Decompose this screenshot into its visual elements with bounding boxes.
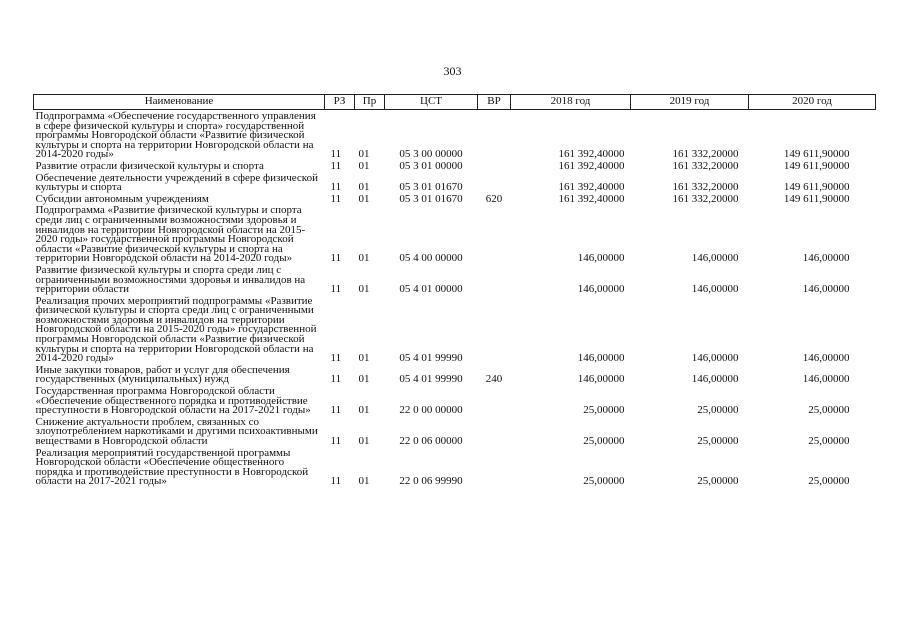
row-pr: 01 [358,435,370,447]
row-2018: 161 392,40000 [558,192,625,205]
row-pr: 01 [358,252,370,265]
row-name: Обеспечение деятельности учреждений в сфере физической культуры и спорта [35,171,318,194]
row-2019: 25,00000 [697,435,739,447]
row-2020: 146,00000 [802,252,850,265]
row-cst: 05 3 01 01670 [399,181,463,194]
row-2019: 161 332,20000 [672,148,739,161]
row-2018: 161 392,40000 [558,148,625,161]
row-2020: 149 611,90000 [783,192,850,205]
row-2019: 146,00000 [691,283,739,296]
row-2018: 161 392,40000 [558,159,625,172]
row-name: Подпрограмма «Обеспечение государственного управления в сфере физической культуры и спорта» государственной программы Новгородской области «Развитие физической культуры и спорта на территории Новгородской области на 2014-2020 годы» [35,110,316,161]
column-header-2019: 2019 год [631,95,749,110]
row-vr [478,204,511,264]
table-row [34,295,876,364]
row-pr: 01 [358,192,370,205]
row-2020: 25,00000 [808,404,850,417]
table-row [34,385,876,416]
row-2020: 149 611,90000 [783,148,850,161]
row-2020: 146,00000 [802,283,850,296]
row-cst: 22 0 06 00000 [399,435,463,447]
row-rz: 11 [330,435,342,447]
row-vr: 240 [485,373,503,386]
row-vr [478,385,511,416]
row-name: Иные закупки товаров, работ и услуг для обеспечения государственных (муниципальных) нужд [35,363,290,386]
table-row [34,204,876,264]
row-2018: 25,00000 [583,475,625,488]
row-cst: 05 3 01 01670 [399,192,463,205]
row-2019: 161 332,20000 [672,192,739,205]
row-name: Субсидии автономным учреждениям [35,192,209,205]
row-vr [478,295,511,364]
row-cst: 05 4 00 00000 [399,252,463,265]
row-rz: 11 [330,181,342,194]
table-row [34,172,876,193]
row-2018: 161 392,40000 [558,181,625,194]
row-2018: 146,00000 [577,252,625,265]
row-rz: 11 [330,404,342,417]
row-cst: 05 3 00 00000 [399,148,463,161]
row-rz: 11 [330,283,342,296]
row-pr: 01 [358,159,370,172]
row-2020: 149 611,90000 [783,159,850,172]
row-vr [478,264,511,295]
row-vr [478,416,511,447]
row-2020: 25,00000 [808,475,850,488]
row-rz: 11 [330,192,342,205]
row-rz: 11 [330,148,342,161]
column-header-cst: ЦСТ [385,95,478,110]
table-row [34,364,876,385]
row-vr [478,447,511,487]
row-2019: 161 332,20000 [672,181,739,194]
row-rz: 11 [330,159,342,172]
row-2020: 146,00000 [802,352,850,365]
row-cst: 05 4 01 99990 [399,373,463,386]
row-2019: 161 332,20000 [672,159,739,172]
row-pr: 01 [358,373,370,386]
row-name: Подпрограмма «Развитие физической культуры и спорта среди лиц с ограниченными возможностями здоровья и инвалидов на территории Новгородской области на 2015-2020 годы» государственной программы Новгородской области «Развитие физической культуры и спорта на территории Новгородской области на 2014-2020 годы» [35,204,306,265]
column-header-pr: Пр [355,95,385,110]
row-2018: 25,00000 [583,404,625,417]
row-vr [478,172,511,193]
row-pr: 01 [358,352,370,365]
row-2019: 146,00000 [691,373,739,386]
row-2019: 146,00000 [691,252,739,265]
table-row [34,416,876,447]
table-row [34,264,876,295]
row-pr: 01 [358,181,370,194]
row-2020: 149 611,90000 [783,181,850,194]
row-cst: 05 3 01 00000 [399,159,463,172]
row-name: Развитие физической культуры и спорта среди лиц с ограниченными возможностями здоровья и инвалидов на территории области [35,263,306,296]
row-name: Реализация мероприятий государственной программы Новгородской области «Обеспечение общественного порядка и противодействие преступности в Новгородской области на 2017-2021 годы» [35,446,309,488]
row-rz: 11 [330,475,342,488]
row-name: Государственная программа Новгородской области «Обеспечение общественного порядка и противодействие преступности в Новгородской области на 2017-2021 годы» [35,385,311,417]
row-2018: 146,00000 [577,283,625,296]
row-name: Развитие отрасли физической культуры и спорта [35,159,264,172]
row-2019: 25,00000 [697,475,739,488]
row-vr [478,160,511,172]
table-row [34,110,876,160]
row-2018: 25,00000 [583,435,625,447]
column-header-2020: 2020 год [749,95,876,110]
table-row [34,160,876,172]
row-cst: 22 0 06 99990 [399,475,463,488]
row-2018: 146,00000 [577,373,625,386]
column-header-2018: 2018 год [511,95,631,110]
row-2019: 25,00000 [697,404,739,417]
row-2018: 146,00000 [577,352,625,365]
row-rz: 11 [330,373,342,386]
column-header-rz: РЗ [325,95,355,110]
row-cst: 22 0 00 00000 [399,404,463,417]
table-row [34,447,876,487]
budget-table [33,94,876,487]
row-cst: 05 4 01 00000 [399,283,463,296]
row-cst: 05 4 01 99990 [399,352,463,365]
row-2020: 146,00000 [802,373,850,386]
row-vr: 620 [485,192,503,205]
row-name: Реализация прочих мероприятий подпрограммы «Развитие физической культуры и спорта среди лиц с ограниченными возможностями здоровья и инвалидов на территории Новгородской области на 2015-2020 годы» государственной программы Новгородской области «Развитие физической культуры и спорта на территории Новгородской области на 2014-2020 годы» [35,294,317,365]
row-2020: 25,00000 [808,435,850,447]
row-pr: 01 [358,404,370,417]
row-vr [478,110,511,160]
row-name: Снижение актуальности проблем, связанных со злоупотреблением наркотиками и другими психоактивными веществами в Новгородской области [35,415,318,447]
column-header-name: Наименование [34,95,325,110]
row-2019: 146,00000 [691,352,739,365]
row-rz: 11 [330,352,342,365]
row-rz: 11 [330,252,342,265]
row-pr: 01 [358,148,370,161]
table-row [34,193,876,205]
page-number: 303 [443,64,462,78]
table-header-row [34,95,876,110]
row-pr: 01 [358,283,370,296]
row-pr: 01 [358,475,370,488]
column-header-vr: ВР [478,95,511,110]
